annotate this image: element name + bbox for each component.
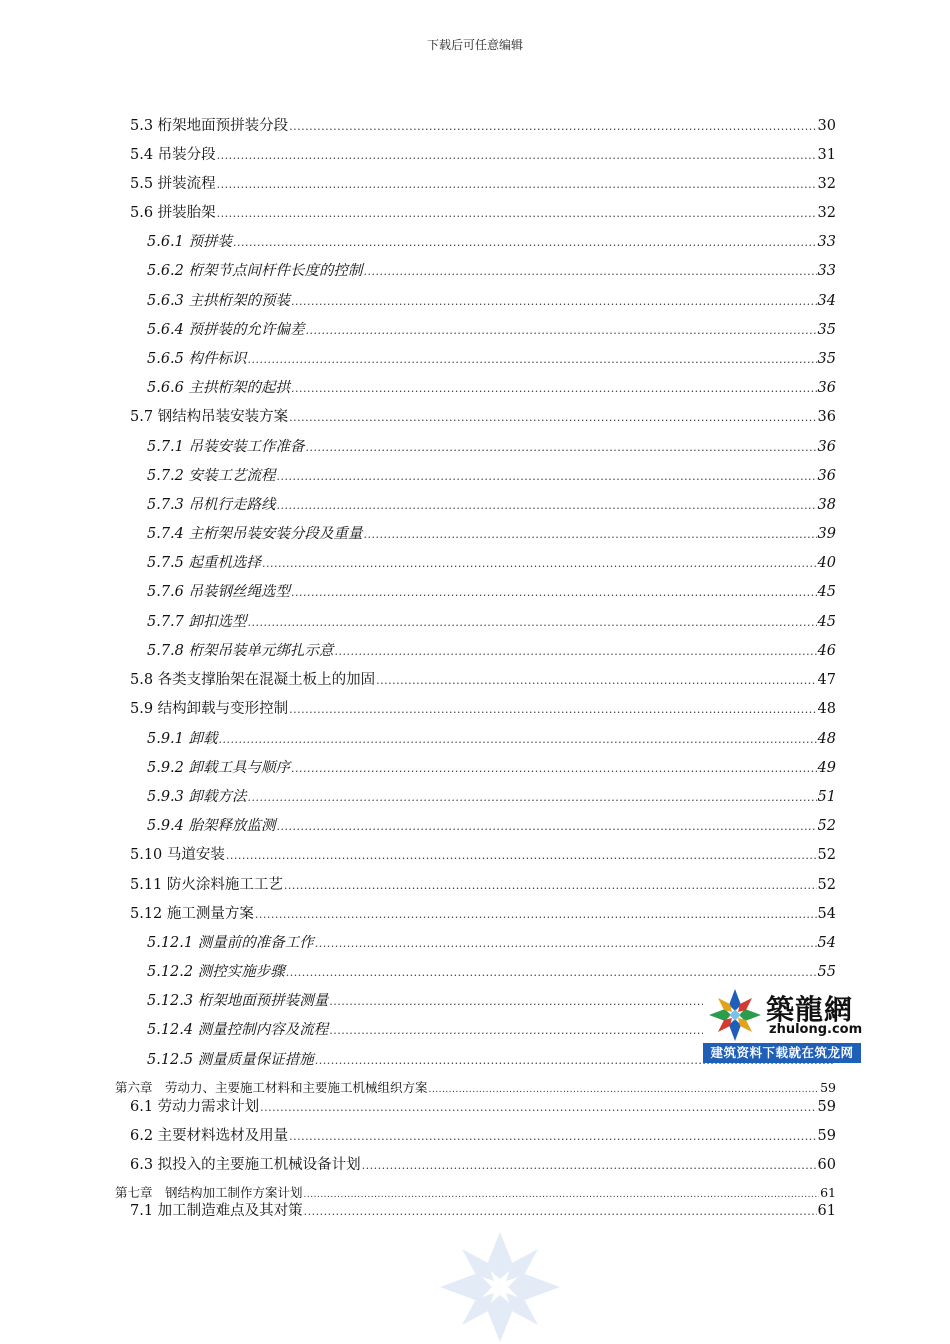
toc-dot-leader	[226, 844, 817, 867]
toc-entry[interactable]	[130, 903, 836, 925]
toc-entry[interactable]	[147, 757, 836, 779]
toc-entry-title: 6.1 劳动力需求计划	[130, 1099, 260, 1115]
logo-chinese-name: 築龍網	[766, 993, 854, 1026]
toc-entry-title: 6.2 主要材料选材及用量	[130, 1128, 289, 1144]
toc-entry[interactable]	[130, 669, 836, 691]
toc-entry-title: 5.6.1 预拼装	[147, 234, 233, 250]
toc-entry-title: 5.7.1 吊装安装工作准备	[147, 439, 305, 455]
toc-dot-leader	[289, 698, 816, 721]
toc-dot-leader	[291, 757, 817, 780]
toc-entry[interactable]	[147, 581, 836, 603]
toc-entry-page-number: 47	[817, 672, 836, 688]
toc-entry-title: 7.1 加工制造难点及其对策	[130, 1203, 303, 1219]
toc-entry-page-number: 48	[817, 701, 836, 717]
toc-entry-title: 5.9.2 卸载工具与顺序	[147, 760, 291, 776]
toc-dot-leader	[284, 874, 817, 897]
toc-entry-title: 5.7.3 吊机行走路线	[147, 497, 276, 513]
toc-entry-title: 5.9.4 胎架释放监测	[147, 818, 276, 834]
toc-entry-page-number: 36	[817, 439, 836, 455]
toc-entry-page-number: 52	[817, 818, 836, 834]
toc-entry[interactable]	[147, 348, 836, 370]
toc-entry[interactable]	[147, 640, 836, 662]
toc-entry-page-number: 32	[817, 205, 836, 221]
toc-entry-title: 第七章 钢结构加工制作方案计划	[115, 1185, 303, 1200]
toc-entry-page-number: 31	[817, 147, 836, 163]
toc-entry[interactable]	[147, 611, 836, 633]
toc-entry-title: 5.7.8 桁架吊装单元绑扎示意	[147, 643, 334, 659]
toc-entry-page-number: 59	[817, 1128, 836, 1144]
toc-entry-page-number: 45	[817, 614, 836, 630]
toc-entry[interactable]	[130, 115, 836, 137]
toc-entry-title: 5.6.3 主拱桁架的预装	[147, 293, 291, 309]
toc-entry[interactable]	[147, 552, 836, 574]
toc-entry-title: 6.3 拟投入的主要施工机械设备计划	[130, 1157, 361, 1173]
toc-entry[interactable]	[147, 932, 836, 954]
toc-entry[interactable]	[147, 523, 836, 545]
toc-dot-leader	[376, 669, 816, 692]
toc-entry-title: 5.7.6 吊装钢丝绳选型	[147, 584, 291, 600]
toc-entry[interactable]	[130, 1200, 836, 1222]
toc-entry-title: 5.8 各类支撑胎架在混凝土板上的加固	[130, 672, 376, 688]
toc-entry-title: 5.6 拼装胎架	[130, 205, 216, 221]
toc-entry-title: 5.11 防火涂料施工工艺	[130, 877, 283, 893]
toc-dot-leader	[217, 144, 817, 167]
toc-entry-page-number: 46	[817, 643, 836, 659]
toc-entry-title: 第六章 劳动力、主要施工材料和主要施工机械组织方案	[115, 1080, 428, 1095]
toc-entry[interactable]	[130, 406, 836, 428]
toc-entry-page-number: 61	[817, 1203, 836, 1219]
toc-entry[interactable]	[147, 231, 836, 253]
toc-entry-title: 5.7.7 卸扣选型	[147, 614, 247, 630]
toc-dot-leader	[219, 728, 817, 751]
toc-entry-page-number: 35	[817, 351, 836, 367]
toc-dot-leader	[291, 290, 817, 313]
toc-dot-leader	[289, 406, 816, 429]
toc-entry[interactable]	[130, 844, 836, 866]
logo-domain: zhulong.com	[769, 1022, 863, 1037]
toc-entry-title: 5.12.1 测量前的准备工作	[147, 935, 314, 951]
toc-dot-leader	[315, 932, 817, 955]
toc-entry[interactable]	[130, 1154, 836, 1176]
toc-dot-leader	[233, 231, 817, 254]
toc-entry-title: 5.10 马道安装	[130, 847, 225, 863]
toc-entry-page-number: 51	[817, 789, 836, 805]
toc-entry-title: 5.5 拼装流程	[130, 176, 216, 192]
toc-entry-page-number: 48	[817, 731, 836, 747]
toc-entry-title: 5.12.4 测量控制内容及流程	[147, 1022, 329, 1038]
toc-entry-page-number: 61	[820, 1185, 836, 1200]
toc-entry[interactable]	[130, 202, 836, 224]
toc-entry-page-number: 45	[817, 584, 836, 600]
toc-entry-page-number: 38	[817, 497, 836, 513]
toc-entry-title: 5.9 结构卸载与变形控制	[130, 701, 289, 717]
toc-entry-title: 5.7 钢结构吊装安装方案	[130, 409, 289, 425]
toc-entry-page-number: 54	[817, 906, 836, 922]
toc-entry[interactable]	[147, 728, 836, 750]
toc-dot-leader	[262, 552, 817, 575]
zhulong-logo	[703, 986, 861, 1064]
toc-entry-page-number: 52	[817, 877, 836, 893]
toc-dot-leader	[260, 1096, 816, 1119]
toc-entry[interactable]	[147, 377, 836, 399]
toc-dot-leader	[335, 640, 817, 663]
toc-entry-title: 5.12.3 桁架地面预拼装测量	[147, 993, 329, 1009]
toc-entry-page-number: 33	[817, 263, 836, 279]
toc-entry-title: 5.3 桁架地面预拼装分段	[130, 118, 289, 134]
toc-entry[interactable]	[130, 144, 836, 166]
toc-entry-page-number: 59	[817, 1099, 836, 1115]
toc-entry-page-number: 36	[817, 409, 836, 425]
toc-entry-page-number: 54	[817, 935, 836, 951]
toc-dot-leader	[362, 1154, 817, 1177]
toc-entry[interactable]	[147, 786, 836, 808]
toc-dot-leader	[217, 173, 817, 196]
toc-dot-leader	[304, 1200, 817, 1223]
toc-entry-title: 5.6.6 主拱桁架的起拱	[147, 380, 291, 396]
toc-dot-leader	[364, 523, 817, 546]
toc-entry-page-number: 36	[817, 468, 836, 484]
toc-entry[interactable]	[147, 260, 836, 282]
toc-entry-page-number: 32	[817, 176, 836, 192]
toc-entry-title: 5.6.4 预拼装的允许偏差	[147, 322, 305, 338]
toc-entry-page-number: 60	[817, 1157, 836, 1173]
toc-entry[interactable]	[130, 698, 836, 720]
toc-entry-title: 5.9.1 卸载	[147, 731, 218, 747]
toc-dot-leader	[277, 815, 817, 838]
toc-entry-title: 5.9.3 卸载方法	[147, 789, 247, 805]
toc-entry[interactable]	[130, 1125, 836, 1147]
toc-entry-title: 5.7.5 起重机选择	[147, 555, 262, 571]
logo-slogan: 建筑资料下载就在筑龙网	[703, 1043, 861, 1063]
toc-entry[interactable]	[147, 494, 836, 516]
toc-entry-page-number: 30	[817, 118, 836, 134]
toc-entry-title: 5.7.4 主桁架吊装安装分段及重量	[147, 526, 363, 542]
toc-dot-leader	[291, 581, 817, 604]
toc-dot-leader	[289, 1125, 816, 1148]
toc-entry[interactable]	[147, 465, 836, 487]
toc-entry[interactable]	[147, 319, 836, 341]
toc-dot-leader	[291, 377, 817, 400]
toc-entry-page-number: 40	[817, 555, 836, 571]
toc-dot-leader	[306, 319, 817, 342]
toc-dot-leader	[289, 115, 816, 138]
toc-entry-page-number: 55	[817, 964, 836, 980]
page-header: 下载后可任意编辑	[426, 38, 523, 52]
toc-dot-leader	[248, 786, 817, 809]
toc-entry-page-number: 59	[820, 1080, 836, 1095]
toc-entry-page-number: 52	[817, 847, 836, 863]
toc-entry[interactable]	[147, 290, 836, 312]
toc-entry[interactable]	[130, 173, 836, 195]
toc-entry[interactable]	[115, 1079, 836, 1097]
toc-dot-leader	[217, 202, 817, 225]
watermark-logo-icon	[410, 1230, 590, 1344]
toc-entry-page-number: 35	[817, 322, 836, 338]
toc-entry[interactable]	[147, 815, 836, 837]
toc-dot-leader	[248, 348, 817, 371]
toc-dot-leader	[255, 903, 817, 926]
toc-entry-page-number: 33	[817, 234, 836, 250]
toc-dot-leader	[248, 611, 817, 634]
toc-entry-page-number: 49	[817, 760, 836, 776]
toc-entry-title: 5.12 施工测量方案	[130, 906, 254, 922]
toc-entry-title: 5.6.2 桁架节点间杆件长度的控制	[147, 263, 363, 279]
toc-entry-title: 5.12.5 测量质量保证措施	[147, 1052, 314, 1068]
toc-entry-title: 5.6.5 构件标识	[147, 351, 247, 367]
toc-dot-leader	[277, 465, 817, 488]
toc-entry-title: 5.4 吊装分段	[130, 147, 216, 163]
toc-entry-page-number: 39	[817, 526, 836, 542]
toc-dot-leader	[277, 494, 817, 517]
toc-entry-page-number: 36	[817, 380, 836, 396]
toc-entry[interactable]	[147, 436, 836, 458]
toc-dot-leader	[306, 436, 817, 459]
toc-entry-page-number: 34	[817, 293, 836, 309]
toc-entry[interactable]	[130, 874, 836, 896]
toc-entry[interactable]	[147, 961, 836, 983]
toc-entry[interactable]	[130, 1096, 836, 1118]
zhulong-snowflake-icon	[705, 988, 765, 1042]
toc-dot-leader	[286, 961, 817, 984]
toc-dot-leader	[364, 260, 817, 283]
toc-entry-title: 5.7.2 安装工艺流程	[147, 468, 276, 484]
toc-entry-title: 5.12.2 测控实施步骤	[147, 964, 285, 980]
